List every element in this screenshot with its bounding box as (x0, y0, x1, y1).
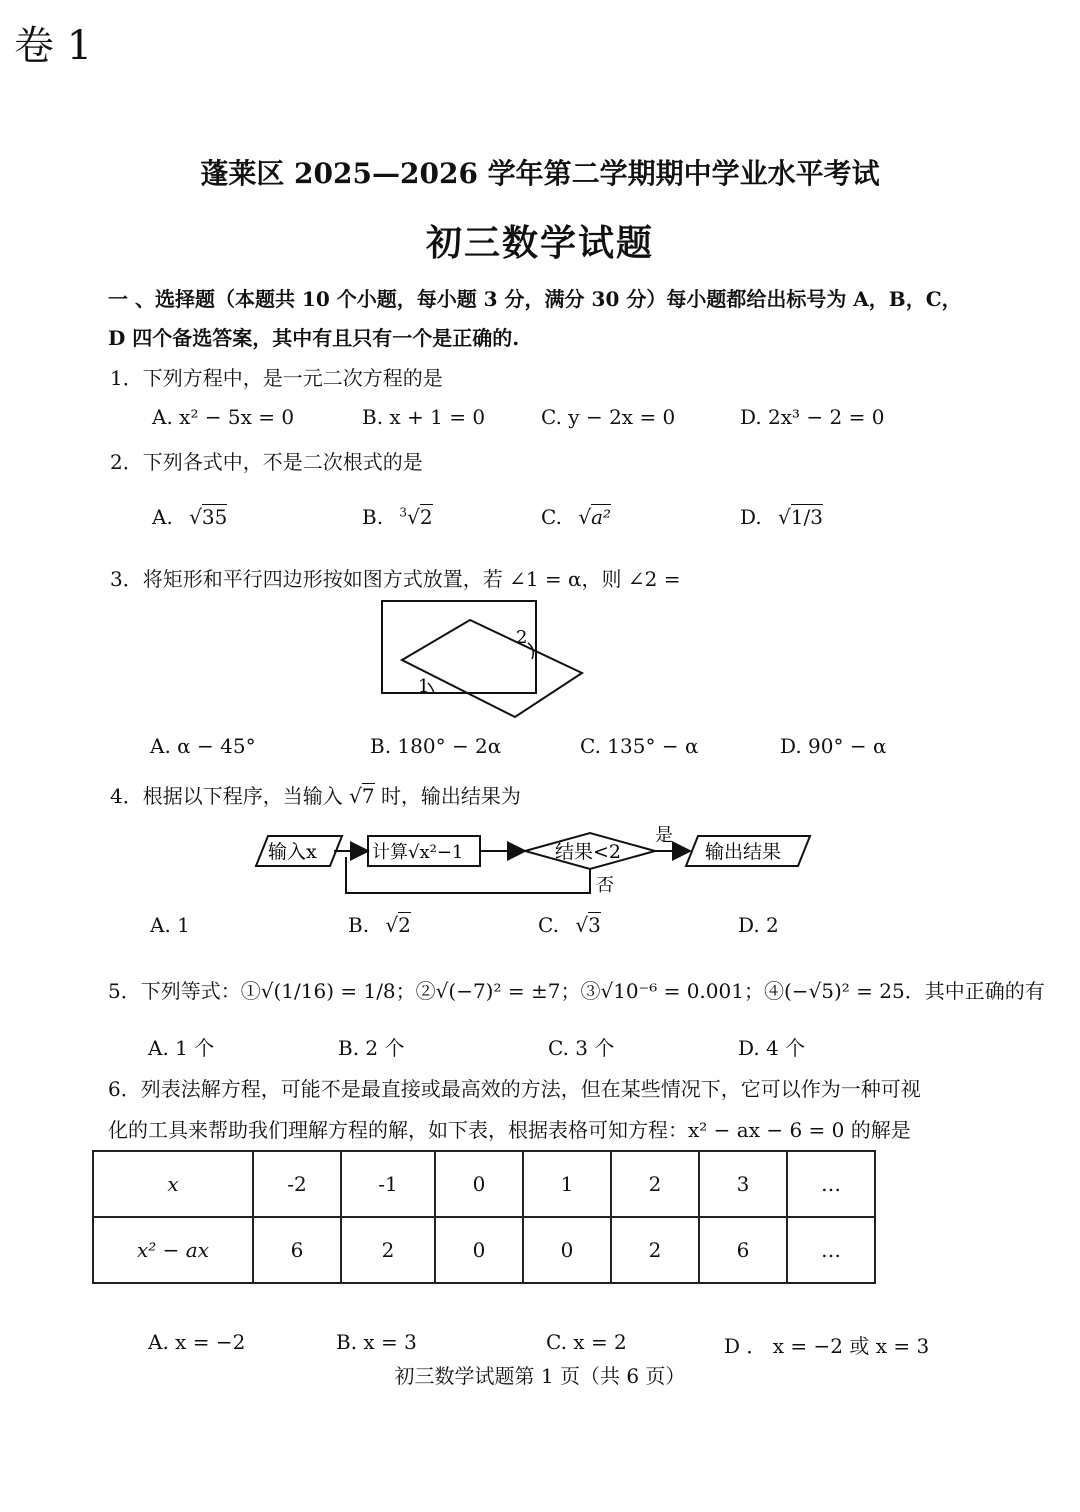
q5-option-d: D. 4 个 (738, 1036, 806, 1060)
q6-table (92, 1150, 876, 1284)
q5-eq3: ③√10⁻⁶ = 0.001； (580, 979, 764, 1003)
table-cell: 0 (435, 1151, 523, 1217)
q5-stem: 5．下列等式：①√(1/16) = 1/8；②√(−7)² = ±7；③√10⁻⁶ = 0.001；④(−√5)² = 25．其中正确的有 (108, 979, 1045, 1003)
table-cell: 2 (341, 1217, 435, 1283)
row-header-expression: x² − ax (93, 1217, 253, 1283)
page-footer: 初三数学试题第 1 页（共 6 页） (394, 1364, 686, 1388)
q2-option-c: C. √a² (541, 505, 612, 529)
flow-input-text: 输入x (268, 841, 317, 863)
q6-line1: 6．列表法解方程，可能不是最直接或最高效的方法，但在某些情况下，它可以作为一种可视 (108, 1077, 921, 1101)
q3-option-a: A. α − 45° (150, 734, 256, 758)
q5-eq2: ②√(−7)² = ±7； (415, 979, 581, 1003)
parallelogram-shape (402, 620, 582, 717)
table-cell: … (787, 1151, 875, 1217)
q6-line2: 化的工具来帮助我们理解方程的解，如下表，根据表格可知方程：x² − ax − 6 = 0 的解是 (108, 1118, 911, 1142)
q4-option-a: A. 1 (150, 913, 190, 937)
q1-option-b: B. x + 1 = 0 (362, 405, 486, 429)
flow-no-label: 否 (596, 875, 614, 896)
q3-option-b: B. 180° − 2α (370, 734, 502, 758)
angle-2-label: 2 (516, 627, 528, 648)
q1-option-a: A. x² − 5x = 0 (152, 405, 295, 429)
table-cell: 2 (611, 1217, 699, 1283)
q5-eq1: ①√(1/16) = 1/8； (240, 979, 416, 1003)
q5-eq4: ④(−√5)² = 25． (763, 979, 925, 1003)
table-cell: 0 (523, 1217, 611, 1283)
q6-option-d: D ． x = −2 或 x = 3 (724, 1334, 930, 1358)
angle-2-arc (528, 643, 533, 659)
table-cell: -2 (253, 1151, 341, 1217)
q1-stem: 1．下列方程中，是一元二次方程的是 (110, 366, 443, 390)
q3-option-d: D. 90° − α (780, 734, 887, 758)
q3-stem: 3．将矩形和平行四边形按如图方式放置，若 ∠1 = α，则 ∠2 = (110, 567, 681, 591)
q1-option-c: C. y − 2x = 0 (541, 405, 676, 429)
volume-label: 卷 1 (14, 23, 93, 69)
table-row (93, 1217, 875, 1283)
q2-option-d: D. √1/3 (740, 505, 823, 529)
exam-subject: 初三数学试题 (425, 222, 654, 264)
section-instructions-line1: 一 、选择题（本题共 10 个小题，每小题 3 分，满分 30 分）每小题都给出标号为 A，B，C， (108, 287, 962, 311)
q4-flowchart (250, 815, 830, 905)
q2-option-a: A. √35 (152, 505, 228, 529)
row-header-x: x (93, 1151, 253, 1217)
section-instructions-line2: D 四个备选答案，其中有且只有一个是正确的. (108, 326, 520, 350)
table-cell: 0 (435, 1217, 523, 1283)
table-cell: 6 (253, 1217, 341, 1283)
flow-yes-label: 是 (655, 825, 673, 846)
q2-option-b: B. $^3$√2 (362, 505, 433, 529)
q6-option-a: A. x = −2 (148, 1330, 246, 1354)
flow-decision-text: 结果<2 (555, 841, 622, 863)
q4-option-d: D. 2 (738, 913, 779, 937)
q5-option-b: B. 2 个 (338, 1036, 405, 1060)
table-cell: 6 (699, 1217, 787, 1283)
q4-option-b: B. √2 (348, 913, 411, 937)
flow-output-text: 输出结果 (705, 841, 782, 863)
q3-option-c: C. 135° − α (580, 734, 699, 758)
angle-1-label: 1 (418, 676, 430, 697)
table-cell: … (787, 1217, 875, 1283)
rectangle-shape (382, 601, 536, 693)
q4-stem: 4．根据以下程序，当输入 √7 时，输出结果为 (110, 784, 521, 808)
q6-option-c: C. x = 2 (546, 1330, 627, 1354)
q5-option-c: C. 3 个 (548, 1036, 615, 1060)
table-cell: 3 (699, 1151, 787, 1217)
table-cell: 2 (611, 1151, 699, 1217)
q5-option-a: A. 1 个 (148, 1036, 215, 1060)
q3-figure (370, 595, 600, 725)
table-row (93, 1151, 875, 1217)
q1-option-d: D. 2x³ − 2 = 0 (740, 405, 885, 429)
table-cell: 1 (523, 1151, 611, 1217)
table-cell: -1 (341, 1151, 435, 1217)
flow-compute-text: 计算√x²−1 (372, 842, 464, 863)
q2-stem: 2．下列各式中，不是二次根式的是 (110, 450, 423, 474)
q6-option-b: B. x = 3 (336, 1330, 417, 1354)
exam-title: 蓬莱区 2025—2026 学年第二学期期中学业水平考试 (200, 157, 880, 190)
q4-option-c: C. √3 (538, 913, 601, 937)
